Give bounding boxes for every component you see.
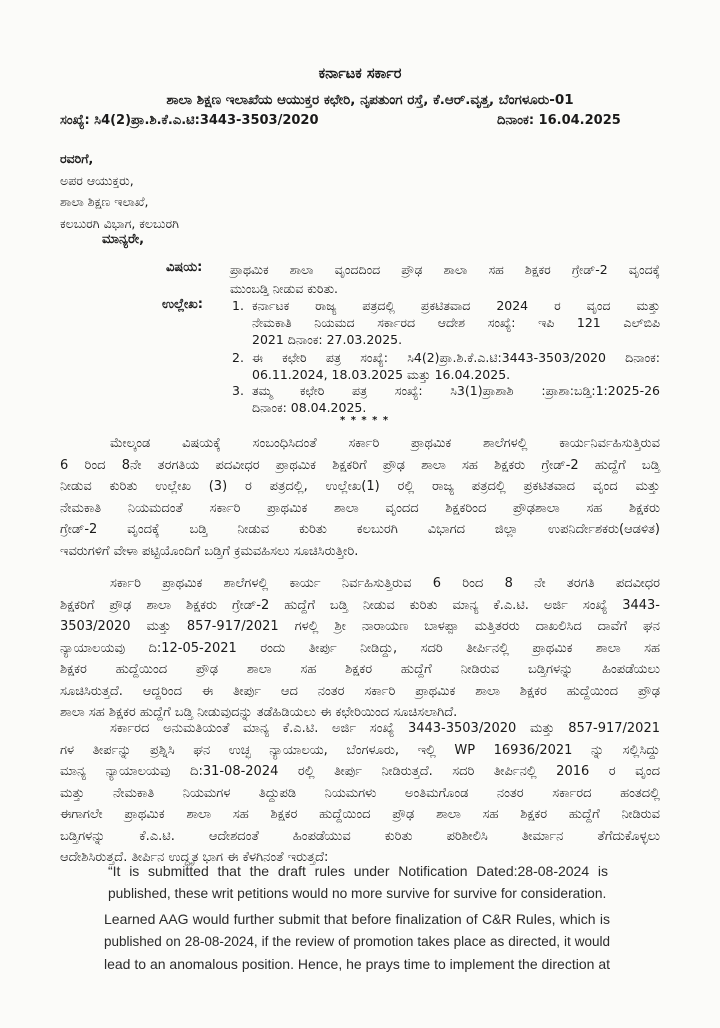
subject-line: ಮುಂಬಡ್ತಿ ನೀಡುವ ಕುರಿತು. (230, 281, 339, 296)
reference-line: 2021 ದಿನಾಂಕ: 27.03.2025. (252, 332, 403, 347)
paragraph-line: ನೇಮಕಾತಿ ನಿಯಮದಂತೆ ಸರ್ಕಾರಿ ಪ್ರಾಥಮಿಕ ಶಾಲಾ ವೃಂದದ ಶಿಕ್ಷಕರಿಂದ ಪ್ರೌಢಶಾಲಾ ಸಹ ಶಿಕ್ಷಕರು (60, 500, 660, 516)
paragraph-line: ಶಿಕ್ಷಕರ ಹುದ್ದೆಯಿಂದ ಪ್ರೌಢ ಶಾಲಾ ಸಹ ಶಿಕ್ಷಕರ ಹುದ್ದೆಗೆ ನೀಡಿರುವ ಬಡ್ತಿಗಳನ್ನು ಹಿಂಪಡೆಯಲು (60, 662, 660, 677)
paragraph-line: ಸೂಚಿಸಿರುತ್ತದೆ. ಆದ್ದರಿಂದ ಈ ತೀರ್ಪು ಆದ ನಂತರ ಸರ್ಕಾರಿ ಪ್ರಾಥಮಿಕ ಶಾಲಾ ಶಿಕ್ಷಕರ ಹುದ್ದೆಯಿಂದ ಪ್ರೌಢ (60, 683, 660, 699)
quoted-judgment (104, 908, 610, 976)
addressee-block (60, 148, 179, 234)
reference-line: ಕರ್ನಾಟಕ ರಾಜ್ಯ ಪತ್ರದಲ್ಲಿ ಪ್ರಕಟಿತವಾದ 2024 ರ ವೃಂದ ಮತ್ತು (252, 298, 660, 313)
quoted-judgment (108, 860, 608, 905)
quote-line: lead to an anomalous position. Hence, he prays time to implement the direction at (104, 956, 610, 972)
paragraph-line: ಸರ್ಕಾರಿ ಪ್ರಾಥಮಿಕ ಶಾಲೆಗಳಲ್ಲಿ ಕಾರ್ಯ ನಿರ್ವಹಿಸುತ್ತಿರುವ 6 ರಿಂದ 8 ನೇ ತರಗತಿ ಪದವೀಧರ (110, 576, 660, 591)
office-address: ಶಾಲಾ ಶಿಕ್ಷಣ ಇಲಾಖೆಯ ಆಯುಕ್ತರ ಕಛೇರಿ, ನೃಪತುಂಗ ರಸ್ತೆ, ಕೆ.ಆರ್.ವೃತ್ತ, ಬೆಂಗಳೂರು-01 (166, 92, 574, 108)
paragraph-line: 6 ರಿಂದ 8ನೇ ತರಗತಿಯ ಪದವೀಧರ ಪ್ರಾಥಮಿಕ ಶಿಕ್ಷಕರಿಗೆ ಪ್ರೌಢ ಶಾಲಾ ಸಹ ಶಿಕ್ಷಕರು ಗ್ರೇಡ್-2 ಹುದ್ದೆಗೆ ಬಡ್ತಿ (60, 457, 660, 473)
addressee-line: ಶಾಲಾ ಶಿಕ್ಷಣ ಇಲಾಖೆ, (60, 194, 149, 209)
separator: * * * * * (340, 415, 390, 426)
quote-line: “It is submitted that the draft rules under Notification Dated:28-08-2024 is (108, 863, 608, 879)
reference-line: ತಮ್ಮ ಕಛೇರಿ ಪತ್ರ ಸಂಖ್ಯೆ: ಸಿ3(1)ಪ್ರಾಶಾಶಿ :ಪ್ರಾಶಾ:ಬಡ್ತಿ:1:2025-26 (252, 383, 660, 398)
letter-date: ದಿನಾಂಕ: 16.04.2025 (497, 113, 621, 128)
reference-number-1: 1. (232, 298, 244, 313)
paragraph-line: ನ್ಯಾಯಾಲಯವು ದಿ:12-05-2021 ರಂದು ತೀರ್ಪು ನೀಡಿದ್ದು, ಸದರಿ ತೀರ್ಪಿನಲ್ಲಿ ಪ್ರಾಥಮಿಕ ಶಾಲಾ ಸಹ (60, 640, 660, 656)
reference-number-2: 2. (232, 350, 244, 365)
reference-number-3: 3. (232, 383, 244, 398)
paragraph-line: ಗಳ ತೀರ್ಪನ್ನು ಪ್ರಶ್ನಿಸಿ ಘನ ಉಚ್ಛ ನ್ಯಾಯಾಲಯ, ಬೆಂಗಳೂರು, ಇಲ್ಲಿ WP 16936/2021 ನ್ನು ಸಲ್ಲಿಸಿದ್ದು (60, 742, 660, 758)
body-paragraph (60, 573, 660, 724)
paragraph-line: 3503/2020 ಮತ್ತು 857-917/2021 ಗಳಲ್ಲಿ ಶ್ರೀ ನಾರಾಯಣ ಬಾಳಪ್ಪಾ ಮತ್ತಿತರರು ದಾಖಲಿಸಿದ ದಾವೆಗೆ ಘನ (60, 619, 660, 634)
reference-line: ದಿನಾಂಕ: 08.04.2025. (252, 400, 367, 415)
subject-text (230, 260, 660, 298)
body-paragraph (60, 433, 660, 562)
reference-item (232, 382, 660, 416)
addressee-to: ರವರಿಗೆ, (60, 151, 94, 166)
paragraph-line: ಮಾನ್ಯ ನ್ಯಾಯಾಲಯವು ದಿ:31-08-2024 ರಲ್ಲಿ ತೀರ್ಪು ನೀಡಿರುತ್ತದೆ. ಸದರಿ ತೀರ್ಪಿನಲ್ಲಿ 2016 ರ ವೃಂದ (60, 764, 660, 779)
paragraph-line: ಸರ್ಕಾರದ ಅನುಮತಿಯಂತೆ ಮಾನ್ಯ ಕೆ.ಎ.ಟಿ. ಅರ್ಜಿ ಸಂಖ್ಯೆ 3443-3503/2020 ಮತ್ತು 857-917/2021 (110, 721, 660, 736)
quote-line: published, these writ petitions would no more survive for survive for consideration. (108, 885, 607, 901)
paragraph-line: ಮೇಲ್ಕಂಡ ವಿಷಯಕ್ಕೆ ಸಂಬಂಧಿಸಿದಂತೆ ಸರ್ಕಾರಿ ಪ್ರಾಥಮಿಕ ಶಾಲೆಗಳಲ್ಲಿ ಕಾರ್ಯನಿರ್ವಹಿಸುತ್ತಿರುವ (110, 436, 660, 451)
reference-line: ಈ ಕಛೇರಿ ಪತ್ರ ಸಂಖ್ಯೆ: ಸಿ4(2)ಪ್ರಾ.ಶಿ.ಕೆ.ಎ.ಟಿ:3443-3503/2020 ದಿನಾಂಕ: (252, 350, 660, 365)
government-title: ಕರ್ನಾಟಕ ಸರ್ಕಾರ (318, 66, 402, 82)
subject-line: ಪ್ರಾಥಮಿಕ ಶಾಲಾ ವೃಂದದಿಂದ ಪ್ರೌಢ ಶಾಲಾ ಸಹ ಶಿಕ್ಷಕರ ಗ್ರೇಡ್-2 ವೃಂದಕ್ಕೆ (230, 262, 660, 277)
subject-label: ವಿಷಯ: (166, 260, 203, 275)
paragraph-line: ಈಗಾಗಲೇ ಪ್ರಾಥಮಿಕ ಶಾಲಾ ಸಹ ಶಿಕ್ಷಕರ ಹುದ್ದೆಯಿಂದ ಪ್ರೌಢ ಶಾಲಾ ಸಹ ಶಿಕ್ಷಕರ ಹುದ್ದೆಗೆ ನೀಡಿರುವ (60, 807, 660, 822)
reference-item (232, 297, 660, 348)
paragraph-line: ಆದೇಶಿಸಿರುತ್ತದೆ. ತೀರ್ಪಿನ ಉದ್ಧೃತ ಭಾಗ ಈ ಕೆಳಗಿನಂತೆ ಇರುತ್ತದೆ: (60, 850, 329, 865)
paragraph-line: ಮತ್ತು ನೇಮಕಾತಿ ನಿಯಮಗಳ ತಿದ್ದುಪಡಿ ನಿಯಮಗಳು ಅಂತಿಮಗೊಂಡ ನಂತರ ಸರ್ಕಾರದ ಹಂತದಲ್ಲಿ (60, 785, 660, 801)
paragraph-line: ಇವರುಗಳಿಗೆ ವೇಳಾ ಪಟ್ಟಿಯೊಂದಿಗೆ ಬಡ್ತಿಗೆ ಕ್ರಮವಹಿಸಲು ಸೂಚಿಸಿರುತ್ತೀರಿ. (60, 543, 359, 559)
reference-line: 06.11.2024, 18.03.2025 ಮತ್ತು 16.04.2025. (252, 367, 511, 382)
quote-line: published on 28-08-2024, if the review of promotion takes place as directed, it would (104, 933, 610, 949)
paragraph-line: ಬಡ್ತಿಗಳನ್ನು ಕೆ.ಎ.ಟಿ. ಆದೇಶದಂತೆ ಹಿಂಪಡೆಯುವ ಕುರಿತು ಪರಿಶೀಲಿಸಿ ತೀರ್ಮಾನ ತೆಗೆದುಕೊಳ್ಳಲು (60, 828, 660, 844)
paragraph-line: ನೀಡುವ ಕುರಿತು ಉಲ್ಲೇಖ (3) ರ ಪತ್ರದಲ್ಲಿ, ಉಲ್ಲೇಖ(1) ರಲ್ಲಿ ರಾಜ್ಯ ಪತ್ರದಲ್ಲಿ ಪ್ರಕಟಿತವಾದ ವೃಂದ ಮತ್ತು (60, 479, 660, 494)
paragraph-line: ಶಿಕ್ಷಕರಿಗೆ ಪ್ರೌಢ ಶಾಲಾ ಶಿಕ್ಷಕರು ಗ್ರೇಡ್-2 ಹುದ್ದೆಗೆ ಬಡ್ತಿ ನೀಡುವ ಕುರಿತು ಮಾನ್ಯ ಕೆ.ಎ.ಟಿ. ಅರ್ಜಿ ಸಂಖ್ಯೆ 3443- (60, 597, 660, 613)
body-paragraph (60, 718, 660, 869)
reference-line: ನೇಮಕಾತಿ ನಿಯಮದ ಸರ್ಕಾರದ ಆದೇಶ ಸಂಖ್ಯೆ: ಇಪಿ 121 ಎಲ್‌ಬಿಪಿ (252, 315, 660, 330)
paragraph-line: ಶಾಲಾ ಸಹ ಶಿಕ್ಷಕರ ಹುದ್ದೆಗೆ ಬಡ್ತಿ ನೀಡುವುದನ್ನು ತಡೆಹಿಡಿಯಲು ಈ ಕಛೇರಿಯಿಂದ ಸೂಚಿಸಲಾಗಿದೆ. (60, 705, 458, 720)
addressee-line: ಅಪರ ಆಯುಕ್ತರು, (60, 172, 134, 188)
reference-item (232, 349, 660, 383)
quote-line: Learned AAG would further submit that before finalization of C&R Rules, which is (104, 911, 610, 927)
reference-number: ಸಂಖ್ಯೆ: ಸಿ4(2)ಪ್ರಾ.ಶಿ.ಕೆ.ಎ.ಟಿ:3443-3503/2020 (60, 113, 319, 128)
references-label: ಉಲ್ಲೇಖ: (162, 297, 203, 312)
addressee-line: ಕಲಬುರಗಿ ವಿಭಾಗ, ಕಲಬುರಗಿ (60, 215, 179, 231)
paragraph-line: ಗ್ರೇಡ್-2 ವೃಂದಕ್ಕೆ ಬಡ್ತಿ ನೀಡುವ ಕುರಿತು ಕಲಬುರಗಿ ವಿಭಾಗದ ಜಿಲ್ಲಾ ಉಪನಿರ್ದೇಶಕರು(ಆಡಳಿತ) (60, 522, 660, 537)
salutation: ಮಾನ್ಯರೇ, (102, 232, 145, 247)
